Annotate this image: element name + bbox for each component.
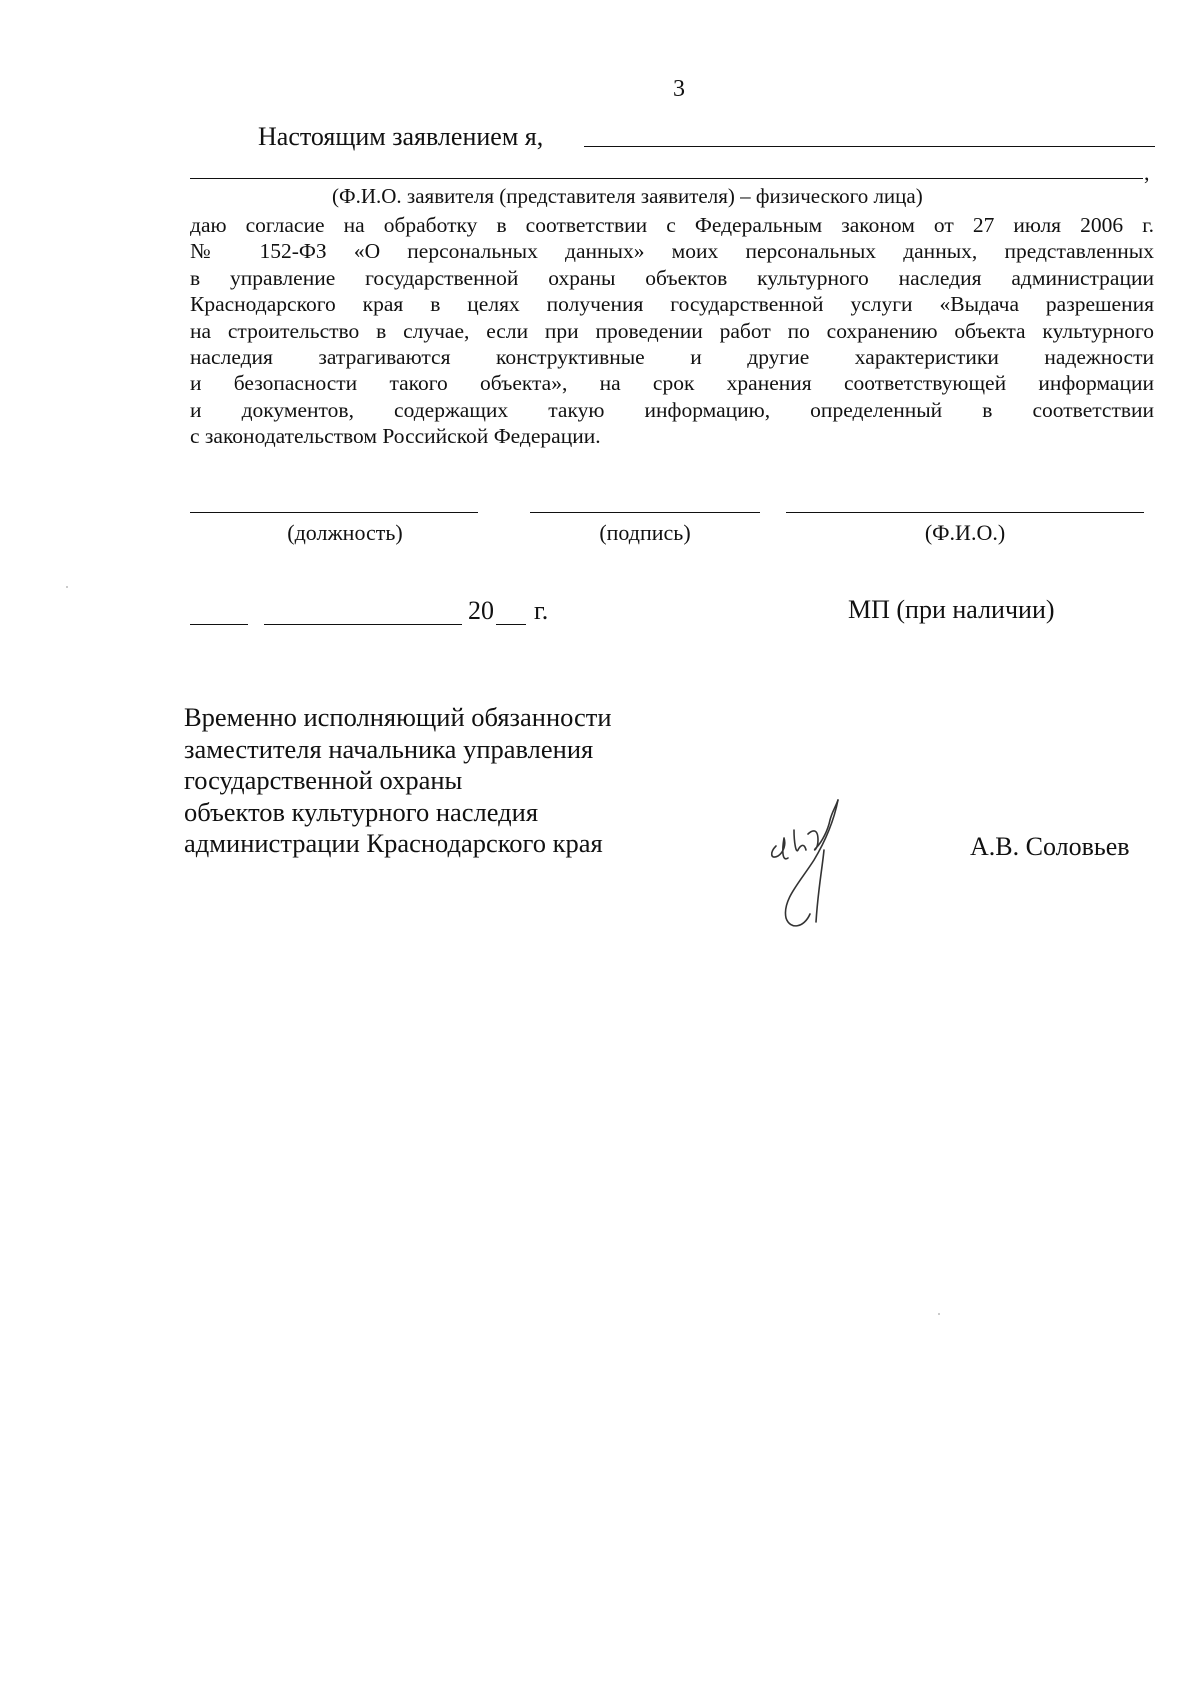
applicant-name-caption: (Ф.И.О. заявителя (представителя заявителя) – физического лица) bbox=[332, 184, 923, 208]
official-title-line: заместителя начальника управления bbox=[184, 733, 594, 764]
official-title-line: Временно исполняющий обязанности bbox=[184, 702, 612, 732]
official-title-line: государственной охраны bbox=[184, 765, 463, 795]
position-caption: (должность) bbox=[287, 520, 403, 545]
statement-intro: Настоящим заявлением я, bbox=[258, 122, 544, 151]
signature-line bbox=[530, 512, 760, 513]
handwritten-signature bbox=[764, 790, 874, 930]
consent-line: в управление государственной охраны объектов культурного наследия администрации bbox=[190, 265, 1154, 290]
fio-caption: (Ф.И.О.) bbox=[924, 520, 1006, 545]
page-number: 3 bbox=[673, 76, 685, 102]
applicant-name-line-2 bbox=[190, 178, 1143, 179]
date-year-prefix: 20 bbox=[468, 596, 494, 625]
signature-caption: (подпись) bbox=[599, 520, 691, 545]
position-line bbox=[190, 512, 478, 513]
official-title bbox=[184, 702, 612, 860]
fio-line bbox=[786, 512, 1144, 513]
stamp-note: МП (при наличии) bbox=[848, 595, 1055, 624]
consent-line: и документов, содержащих такую информацию, определенный в соответствии bbox=[190, 397, 1154, 422]
consent-line: на строительство в случае, если при проведении работ по сохранению объекта культурного bbox=[190, 318, 1154, 343]
applicant-name-line-1 bbox=[584, 146, 1155, 147]
official-title-line: объектов культурного наследия bbox=[184, 796, 539, 827]
consent-line: наследия затрагиваются конструктивные и другие характеристики надежности bbox=[190, 344, 1154, 369]
date-month-line bbox=[264, 624, 462, 625]
signer-name: А.В. Соловьев bbox=[970, 832, 1130, 861]
scan-speck bbox=[66, 586, 68, 588]
date-year-suffix: г. bbox=[534, 596, 549, 625]
date-day-line bbox=[190, 624, 248, 625]
consent-line: Краснодарского края в целях получения государственной услуги «Выдача разрешения bbox=[190, 292, 1154, 317]
consent-line: даю согласие на обработку в соответствии с Федеральным законом от 27 июля 2006 г. bbox=[190, 213, 1154, 237]
consent-paragraph bbox=[190, 212, 1154, 450]
official-title-line: администрации Краснодарского края bbox=[184, 828, 603, 858]
scan-speck bbox=[938, 1313, 940, 1315]
trailing-comma: , bbox=[1144, 160, 1150, 185]
consent-line: № 152-ФЗ «О персональных данных» моих персональных данных, представленных bbox=[190, 239, 1154, 264]
consent-line: с законодательством Российской Федерации. bbox=[190, 424, 601, 449]
consent-line: и безопасности такого объекта», на срок хранения соответствующей информации bbox=[190, 371, 1154, 396]
date-year-line bbox=[496, 624, 526, 625]
